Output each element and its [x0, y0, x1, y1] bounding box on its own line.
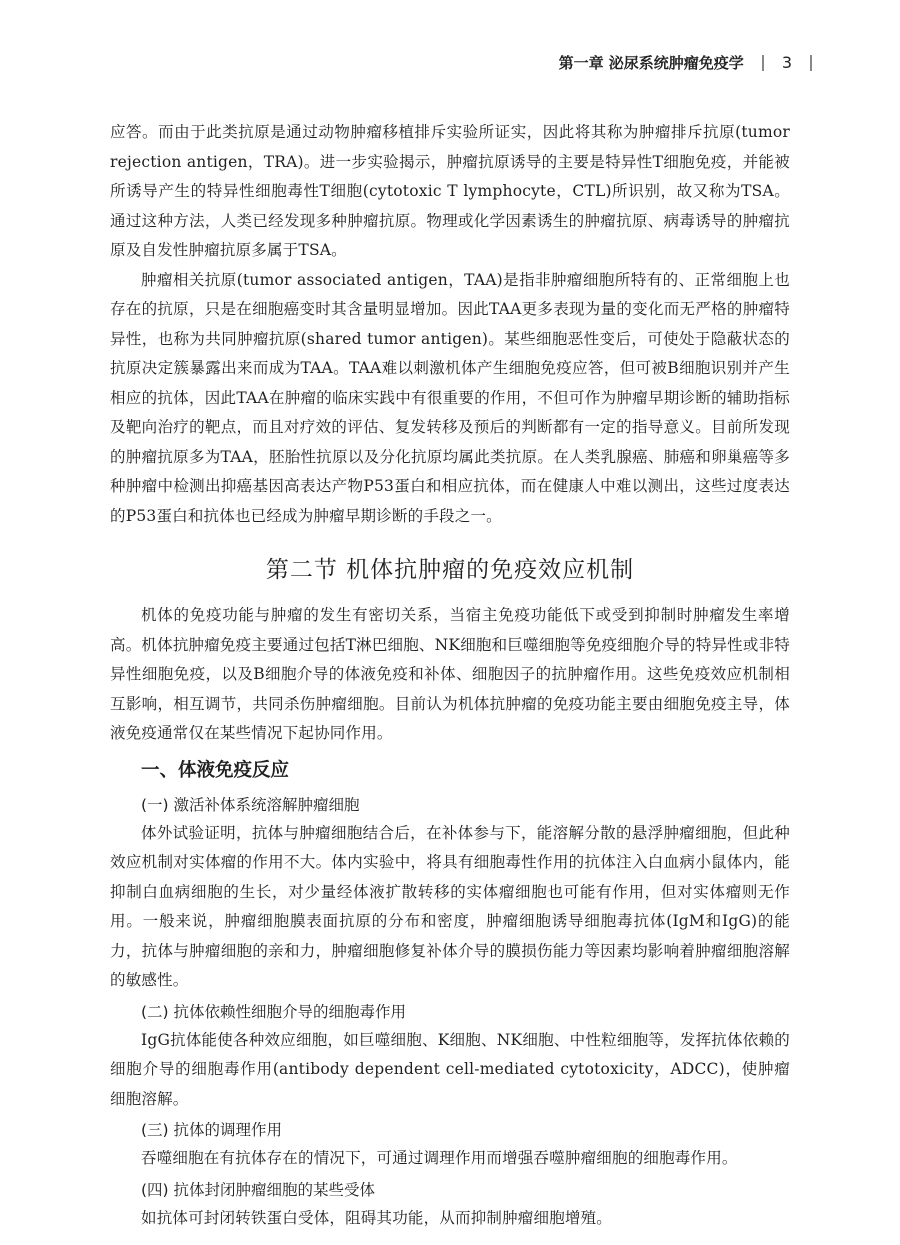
section-title: 第二节 机体抗肿瘤的免疫效应机制 — [265, 557, 635, 583]
section-intro-paragraph: 机体的免疫功能与肿瘤的发生有密切关系，当宿主免疫功能低下或受到抑制时肿瘤发生率增高。机体抗肿瘤免疫主要通过包括T淋巴细胞、NK细胞和巨噬细胞等免疫细胞介导的特异性或非特异性细胞免疫，以及B细胞介导的体液免疫和补体、细胞因子的抗肿瘤作用。这些免疫效应机制相互影响，相互调节，共同杀伤肿瘤细胞。目前认为机体抗肿瘤的免疫功能主要由细胞免疫主导，体液免疫通常仅在某些情况下起协同作用。 — [110, 606, 790, 742]
paragraph-continuation: 应答。而由于此类抗原是通过动物肿瘤移植排斥实验所证实，因此将其称为肿瘤排斥抗原(tumor rejection antigen，TRA)。进一步实验揭示，肿瘤抗原诱导的主要是特异性T细胞免疫，并能被所诱导产生的特异性细胞毒性T细胞(cytotoxic T lymphocyte，CTL)所识别，故又称为TSA。通过这种方法，人类已经发现多种肿瘤抗原。物理或化学因素诱生的肿瘤抗原、病毒诱导的肿瘤抗原及自发性肿瘤抗原多属于TSA。 — [110, 123, 790, 259]
header-divider-right — [810, 55, 812, 71]
paragraph-taa: 肿瘤相关抗原(tumor associated antigen，TAA)是指非肿瘤细胞所特有的、正常细胞上也存在的抗原，只是在细胞癌变时其含量明显增加。因此TAA更多表现为量的变化而无严格的肿瘤特异性，也称为共同肿瘤抗原(shared tumor antigen)。某些细胞恶性变后，可使处于隐蔽状态的抗原决定簇暴露出来而成为TAA。TAA难以刺激机体产生细胞免疫应答，但可被B细胞识别并产生相应的抗体，因此TAA在肿瘤的临床实践中有很重要的作用，不但可作为肿瘤早期诊断的辅助指标及靶向治疗的靶点，而且对疗效的评估、复发转移及预后的判断都有一定的指导意义。目前所发现的肿瘤抗原多为TAA，胚胎性抗原以及分化抗原均属此类抗原。在人类乳腺癌、肺癌和卵巢癌等多种肿瘤中检测出抑癌基因高表达产物P53蛋白和相应抗体，而在健康人中难以测出，这些过度表达的P53蛋白和抗体也已经成为肿瘤早期诊断的手段之一。 — [110, 270, 790, 525]
item-text-1: 体外试验证明，抗体与肿瘤细胞结合后，在补体参与下，能溶解分散的悬浮肿瘤细胞，但此种效应机制对实体瘤的作用不大。体内实验中，将具有细胞毒性作用的抗体注入白血病小鼠体内，能抑制白血病细胞的生长，对少量经体液扩散转移的实体瘤细胞也可能有作用，但对实体瘤则无作用。一般来说，肿瘤细胞膜表面抗原的分布和密度，肿瘤细胞诱导细胞毒抗体(IgM和IgG)的能力，抗体与肿瘤细胞的亲和力，肿瘤细胞修复补体介导的膜损伤能力等因素均影响着肿瘤细胞溶解的敏感性。 — [110, 823, 790, 989]
page-body — [110, 118, 790, 1233]
item-heading-1: (一) 激活补体系统溶解肿瘤细胞 — [141, 795, 360, 814]
chapter-title: 第一章 泌尿系统肿瘤免疫学 — [558, 54, 744, 72]
item-heading-2: (二) 抗体依赖性细胞介导的细胞毒作用 — [141, 1002, 407, 1021]
item-text-4: 如抗体可封闭转铁蛋白受体，阻碍其功能，从而抑制肿瘤细胞增殖。 — [141, 1208, 613, 1227]
item-text-3: 吞噬细胞在有抗体存在的情况下，可通过调理作用而增强吞噬肿瘤细胞的细胞毒作用。 — [141, 1149, 738, 1167]
running-header — [559, 52, 812, 73]
item-heading-3: (三) 抗体的调理作用 — [141, 1121, 283, 1139]
item-heading-4: (四) 抗体封闭肿瘤细胞的某些受体 — [141, 1180, 376, 1199]
subsection-title: 一、体液免疫反应 — [141, 759, 290, 781]
page-number: 3 — [781, 53, 792, 72]
header-divider — [762, 55, 764, 71]
item-text-2: IgG抗体能使各种效应细胞，如巨噬细胞、K细胞、NK细胞、中性粒细胞等，发挥抗体依赖的细胞介导的细胞毒作用(antibody dependent cell-mediated cytotoxicity，ADCC)，使肿瘤细胞溶解。 — [110, 1030, 790, 1108]
